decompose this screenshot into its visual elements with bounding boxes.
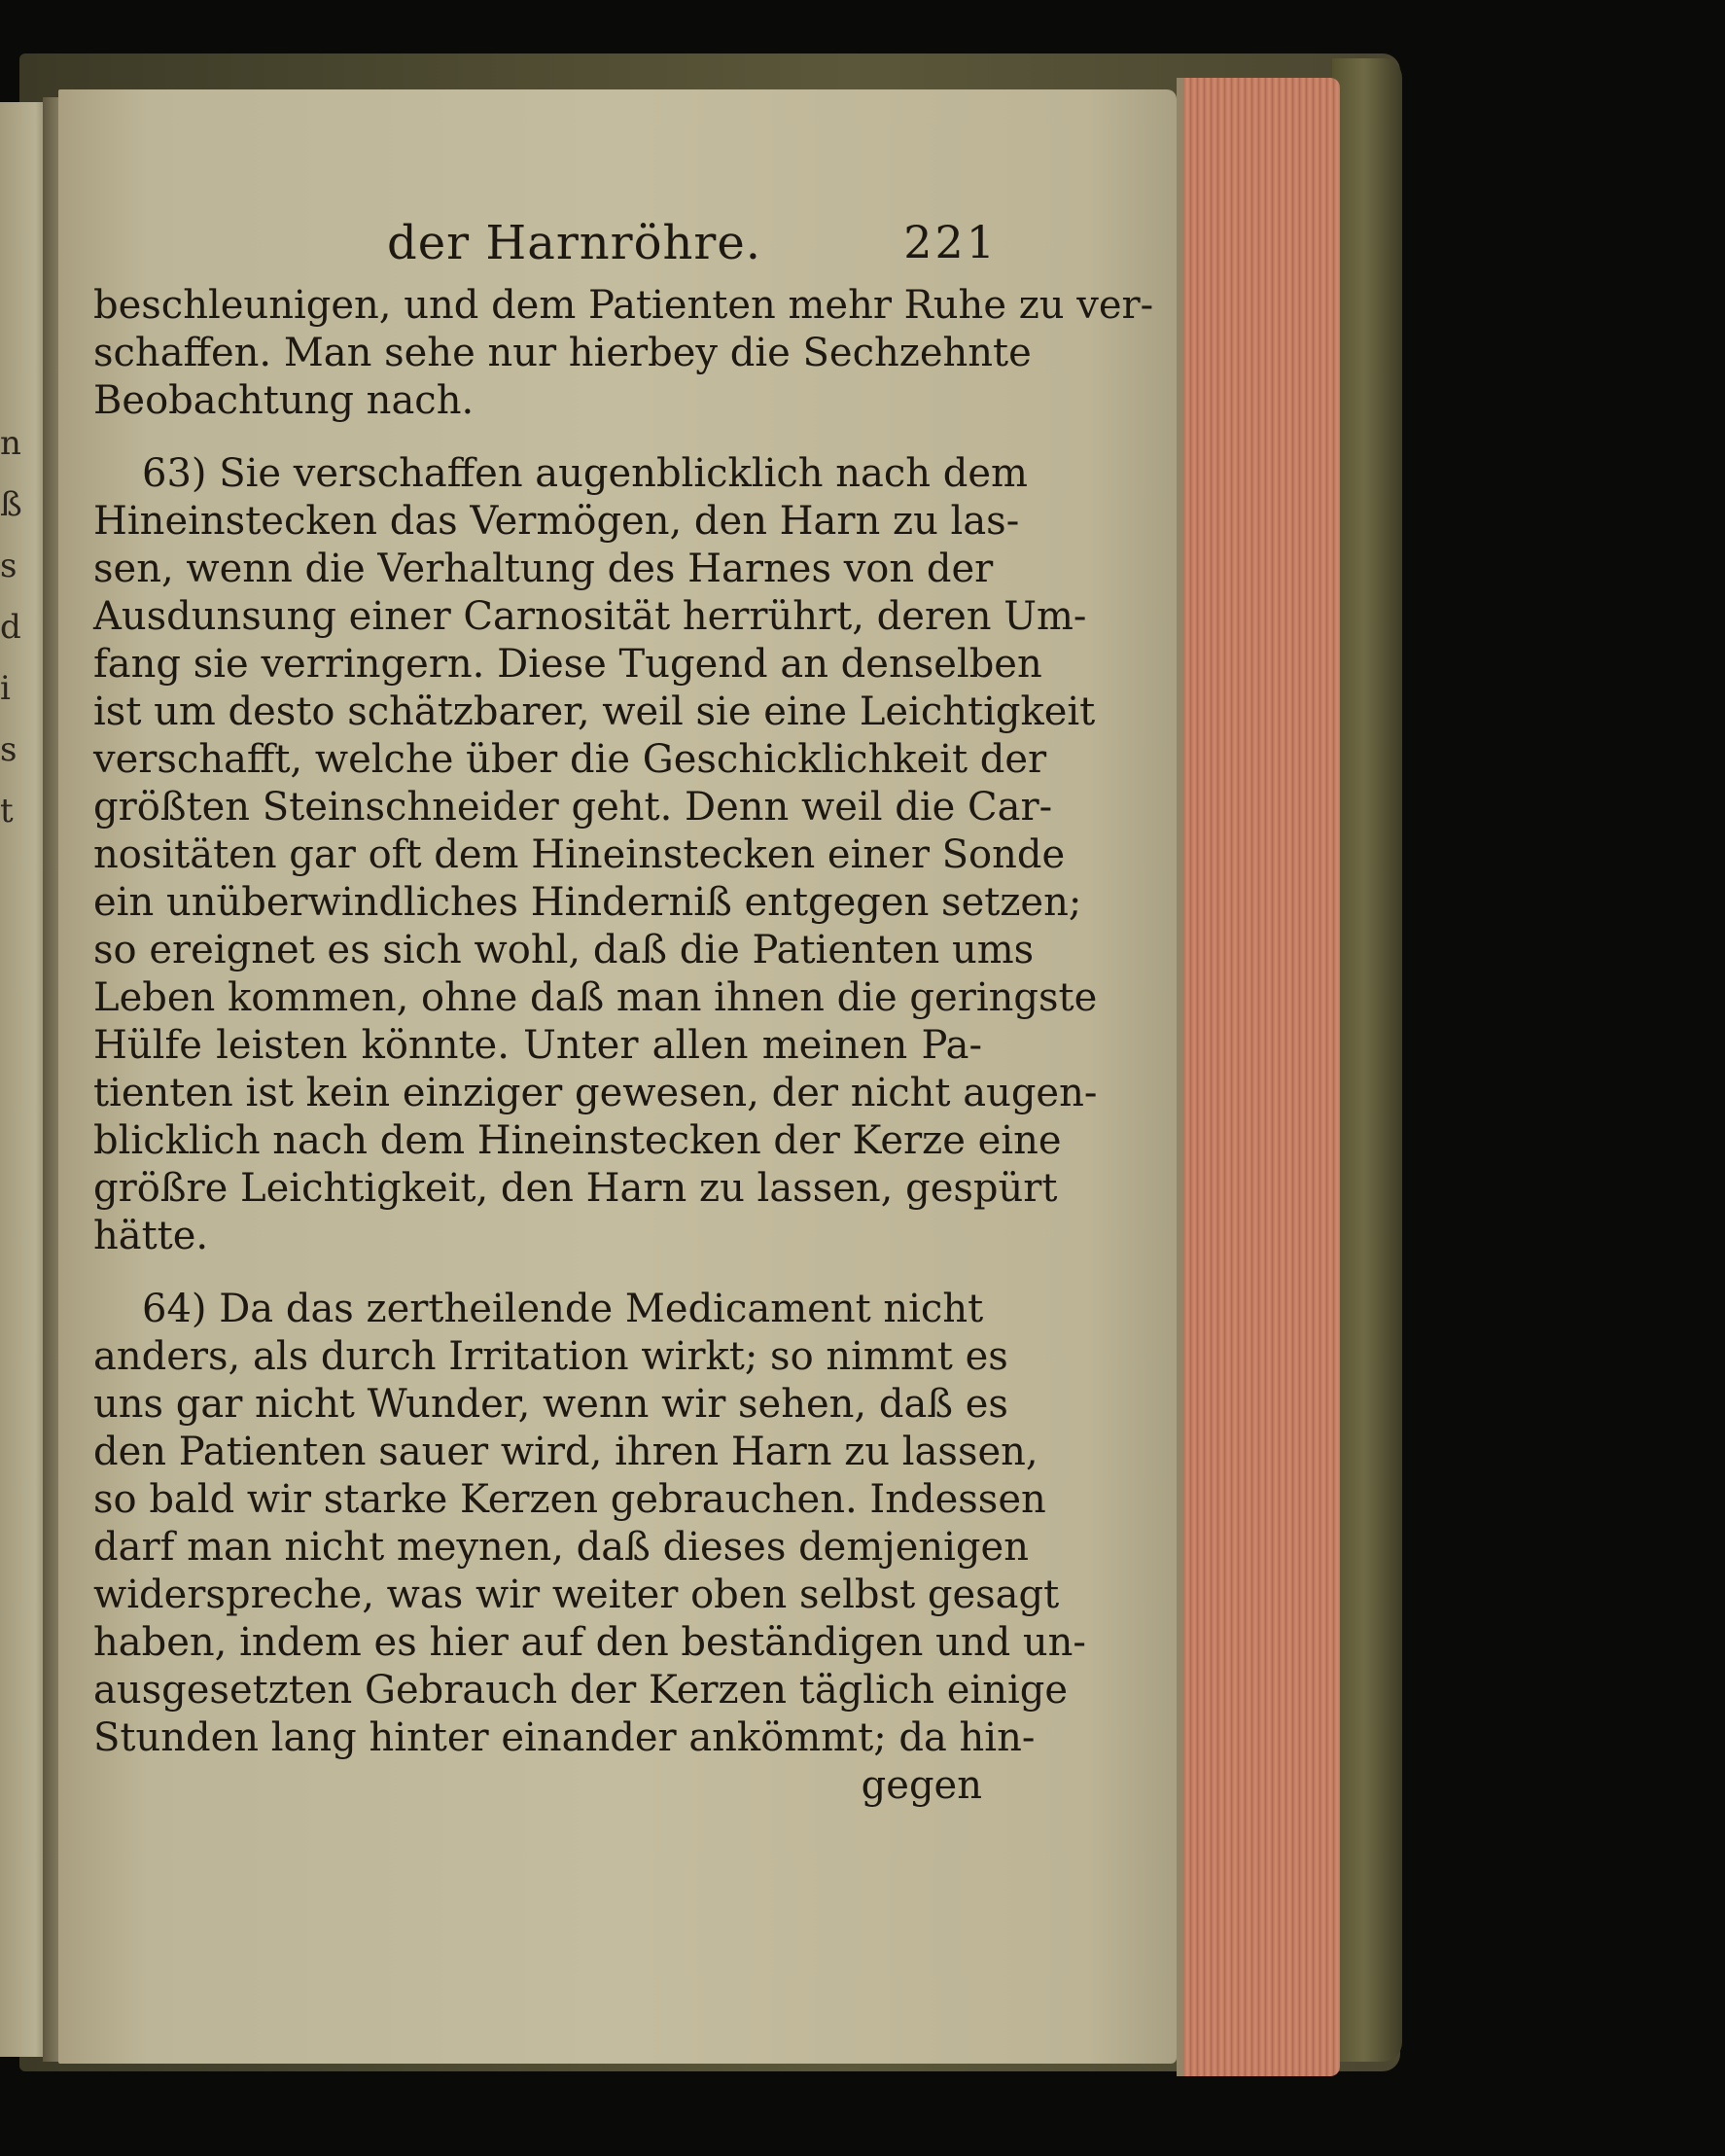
text-line: anders, als durch Irritation wirkt; so nimmt es (93, 1334, 1008, 1379)
text-line: ausgesetzten Gebrauch der Kerzen täglich einige (93, 1668, 1069, 1713)
left-fragment: ß (0, 485, 22, 524)
text-line: tienten ist kein einziger gewesen, der nicht augen- (93, 1071, 1098, 1115)
left-fragment: t (0, 792, 14, 831)
text-line: schaffen. Man sehe nur hierbey die Sechzehnte (93, 331, 1032, 375)
running-head-title: der Harnröhre. (387, 216, 762, 270)
text-line: Leben kommen, ohne daß man ihnen die geringste (93, 975, 1098, 1020)
text-line: Hülfe leisten könnte. Unter allen meinen Pa- (93, 1023, 982, 1068)
left-fragment: d (0, 608, 21, 647)
left-fragment: s (0, 547, 18, 585)
text-line: Stunden lang hinter einander ankömmt; da hin- (93, 1715, 1036, 1760)
text-line: uns gar nicht Wunder, wenn wir sehen, daß es (93, 1382, 1008, 1427)
text-line: Hineinstecken das Vermögen, den Harn zu las- (93, 499, 1020, 544)
page-block-red-edge (1184, 78, 1340, 2076)
text-line: darf man nicht meynen, daß dieses demjenigen (93, 1525, 1029, 1570)
running-head (93, 204, 998, 282)
text-line: den Patienten sauer wird, ihren Harn zu lassen, (93, 1430, 1039, 1474)
text-line: so bald wir starke Kerzen gebrauchen. Indessen (93, 1477, 1046, 1522)
paragraph-gap (93, 425, 982, 450)
left-page-text-fragments (0, 413, 29, 842)
paragraph-gap (93, 1260, 982, 1286)
text-line: verschafft, welche über die Geschicklichkeit der (93, 737, 1047, 782)
text-line: größre Leichtigkeit, den Harn zu lassen, gespürt (93, 1166, 1058, 1211)
text-line: größten Steinschneider geht. Denn weil die Car- (93, 785, 1053, 830)
text-line: sen, wenn die Verhaltung des Harnes von der (93, 547, 994, 591)
text-line: blicklich nach dem Hineinstecken der Kerze eine (93, 1118, 1062, 1163)
text-line: widerspreche, was wir weiter oben selbst gesagt (93, 1573, 1060, 1617)
page-text-block (93, 204, 1154, 1810)
paragraph-start-64: 64) Da das zertheilende Medicament nicht (142, 1287, 984, 1331)
text-line: fang sie verringern. Diese Tugend an denselben (93, 642, 1042, 687)
catchword: gegen (861, 1763, 982, 1808)
text-line: ein unüberwindliches Hinderniß entgegen setzen; (93, 880, 1082, 925)
left-fragment: s (0, 730, 18, 769)
text-line: so ereignet es sich wohl, daß die Patienten ums (93, 928, 1035, 972)
text-line: Beobachtung nach. (93, 378, 475, 423)
cover-edge (1332, 58, 1402, 2062)
text-line: beschleunigen, und dem Patienten mehr Ruhe zu ver- (93, 283, 1154, 328)
text-line: haben, indem es hier auf den beständigen und un- (93, 1620, 1086, 1665)
page-number: 221 (903, 216, 998, 268)
text-line: hätte. (93, 1214, 209, 1258)
left-fragment: i (0, 669, 11, 708)
text-line: ist um desto schätzbarer, weil sie eine Leichtigkeit (93, 689, 1096, 734)
text-line: nositäten gar oft dem Hineinstecken einer Sonde (93, 832, 1066, 877)
paragraph-start-63: 63) Sie verschaffen augenblicklich nach dem (142, 451, 1028, 496)
left-fragment: n (0, 424, 21, 463)
text-line: Ausdunsung einer Carnosität herrührt, deren Um- (93, 594, 1087, 639)
